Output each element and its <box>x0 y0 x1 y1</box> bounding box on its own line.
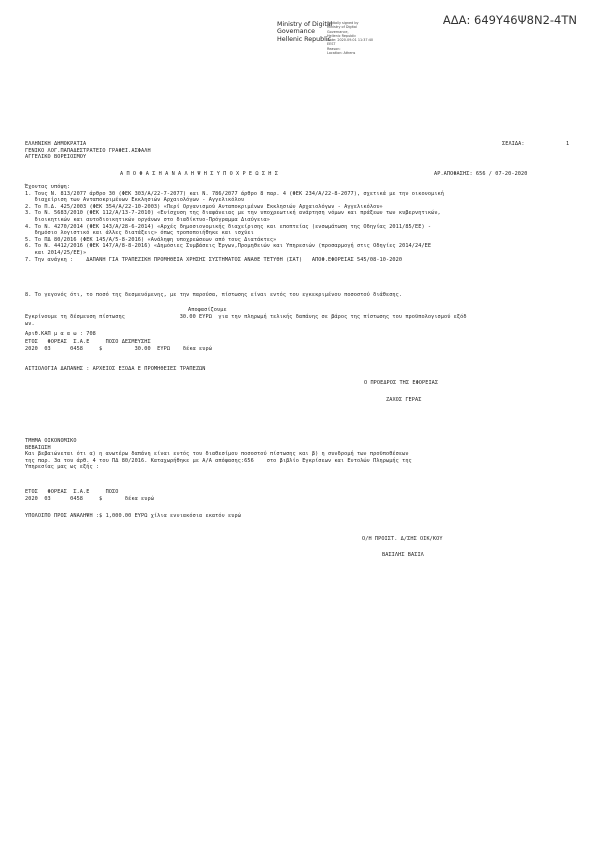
department-line: ΤΜΗΜΑ ΟΙΚΟΝΟΜΙΚΟ <box>25 438 77 444</box>
expense-justification: ΑΙΤΙΟΛΟΓΙΑ ΔΑΠΑΝΗΣ : ΑΡΧΕΙΟΣ ΕΞΟΔΑ Ε ΠΡΟΜΗΘΕΙΕΣ ΤΡΑΠΕΖΩΝ <box>25 366 206 372</box>
finance-signer-role: Ο/Η ΠΡΟΙΣΤ. Δ/ΣΗΣ ΟΙΚ/ΚΟΥ <box>362 536 443 542</box>
table-row: 2020 03 0458 $ 30.00 ΕΥΡΩ δέκα ευρώ <box>25 345 212 352</box>
seal-detail: Date: 2020.09.01 11:37:40 <box>327 38 374 42</box>
consideration-line: 7. Την ανάγκη : ΔΑΠΑΝΗ ΓΙΑ ΤΡΑΠΕΖΙΚΗ ΠΡΟΜΗΘΕΙΑ ΧΡΗΣΗΣ ΣΥΣΤΗΜΑΤΟΣ ΑΝΑΘΕ ΤΕΤΥΘΗ (ΣΑΤ) ΑΠΟΦ.ΕΦΟΡΕΙΑΣ 545/08-10-2020 <box>25 256 403 263</box>
consideration-line: διαχείριση των Ανταποκριμένων Εκκλησιών Αρχαιολόγων - Αγγελικόλου <box>25 197 245 204</box>
signer-name: ΖΑΧΟΣ ΓΕΡΑΣ <box>386 397 422 403</box>
org-line: ΕΛΛΗΝΙΚΗ ΔΗΜΟΚΡΑΤΙΑ <box>25 141 87 147</box>
seal-detail: EEST <box>327 42 336 47</box>
approval-line: ων. <box>25 320 35 327</box>
page-number: 1 <box>566 141 570 147</box>
consideration-line: 2. Το Π.Δ. 425/2003 (ΦΕΚ 354/Α/22-10-2003) «Περί Οργανισμού Ανταποκριμένων Εκκλησιών Αρχαιολόγων - Αγγελικόλου» <box>25 203 383 210</box>
certification-line: Και βεβαιώνεται ότι α) η ανωτέρω δαπάνη είναι εντός του διαθεσίμου ποσοστού πίστωσης και β) η συνδρομή των προϋποθέσεων <box>25 451 409 458</box>
ada-code: ΑΔΑ: 649Υ46Ψ8Ν2-4ΤΝ <box>442 13 577 27</box>
seal-line: Hellenic Republic <box>277 35 332 43</box>
registration-table <box>25 489 154 502</box>
consideration-line: 1. Τους Ν. 813/2077 άρθρο 30 (ΦΕΚ 303/Α/22-7-2077) και Ν. 786/2077 άρθρο 8 παρ. 4 (ΦΕΚ 234/Α/22-8-2077), σχετικά με την οικονομική <box>25 190 445 197</box>
org-header <box>25 141 151 161</box>
certification-line: της παρ. 3α του άρθ. 4 του ΠΔ 80/2016. Καταχωρήθηκε με Α/Α απόφασης:656 στο βιβλίο Εγκρίσεων και Εντολών Πληρωμής της <box>25 457 412 464</box>
commitment-table <box>25 339 212 352</box>
approval-text <box>25 314 467 327</box>
org-line: ΓΕΝΙΚΟ ΛΟΓ.ΠΑΠΑΔΕΣΤΡΑΤΕΙΟ ΓΡΑΦΕΙ.ΑΣΦΑΛΗ <box>25 147 151 154</box>
seal-detail: Digitally signed by <box>327 21 359 25</box>
signature-details <box>327 21 373 55</box>
seal-detail: Governance, <box>327 29 349 34</box>
consideration-line: διοικητικών και αυτοδιοικητικών οργάνων στο διαδίκτυο-Πρόγραμμα Διαύγεια» <box>25 216 270 223</box>
seal-detail: Reason: <box>327 46 341 51</box>
page-label: ΣΕΛΙΔΑ: <box>502 141 525 147</box>
intro-text: Έχοντας υπόψη: <box>25 184 71 190</box>
org-line: ΑΓΓΕΛΙΚΟ ΒΟΡΕΙΟΣΜΟΥ <box>25 154 87 161</box>
seal-line: Governance <box>277 28 315 36</box>
signature-seal <box>277 21 333 43</box>
entry-number: Αριθ.ΚΑΠ μ α α ω : 708 <box>25 331 96 337</box>
signer-role: Ο ΠΡΟΕΔΡΟΣ ΤΗΣ ΕΦΟΡΕΙΑΣ <box>364 380 439 386</box>
consideration-line: 6. Το Ν. 4412/2016 (ΦΕΚ 147/Α/8-8-2016) «Δημόσιες Συμβάσεις Έργων,Προμηθειών και Υπηρεσιών (προσαρμογή στις Οδηγίες 2014/24/ΕΕ <box>25 243 432 250</box>
seal-line: Ministry of Digital <box>277 21 333 28</box>
item-8: 8. Το γεγονός ότι, το ποσό της δεσμευόμενης, με την παρούσα, πίστωσης είναι εντός του εγκεκριμένου ποσοστού διάθεσης. <box>25 292 403 298</box>
finance-section <box>25 438 412 471</box>
approval-line: Εγκρίνουμε τη δέσμευση πίστωσης 30.00 ΕΥΡΩ για την πληρωμή τελικής δαπάνης σε βάρος της πίστωσης του προϋπολογισμού εξόδ <box>25 314 467 320</box>
seal-detail: Hellenic Republic <box>327 33 357 38</box>
consideration-line: 3. Το Ν. 5683/2010 (ΦΕΚ 112/Α/13-7-2010) «Ενίσχυση της διαφάνειας με την υποχρεωτική ανάρτηση νόμων και πράξεων των κυβερνητικών, <box>25 210 441 217</box>
seal-detail: Location: Athens <box>327 50 356 55</box>
finance-signer-name: ΒΑΣΙΛΗΣ ΒΑΣΙΛ <box>382 552 424 558</box>
consideration-line: 4. Το Ν. 4270/2014 (ΦΕΚ 143/Α/28-6-2014) «Αρχές δημοσιονομικής διαχείρισης και εποπτείας (ενσωμάτωση της Οδηγίας 2011/85/ΕΕ) - <box>25 223 432 230</box>
certification-line: Υπηρεσίας μας ως εξής : <box>25 464 100 471</box>
table-header: ΕΤΟΣ ΦΟΡΕΑΣ Σ.Α.Ε ΠΟΣΟ <box>25 489 119 495</box>
consideration-line: 5. Το ΠΔ 80/2016 (ΦΕΚ 145/Α/5-8-2016) «Ανάληψη υποχρεώσεων από τους Διατάκτες» <box>25 236 277 243</box>
remaining-balance: ΥΠΟΛΟΙΠΟ ΠΡΟΣ ΑΝΑΛΗΨΗ :$ 1,000.00 ΕΥΡΩ χίλια εννιακόσια εκατόν ευρώ <box>25 513 241 519</box>
document-title: Α Π Ο Φ Α Σ Η Α Ν Α Λ Η Ψ Η Σ Υ Π Ο Χ Ρ Ε Ω Σ Η Σ <box>120 171 278 177</box>
seal-detail: Ministry of Digital <box>327 25 357 30</box>
table-row: 2020 03 0458 $ δέκα ευρώ <box>25 495 154 502</box>
table-header: ΕΤΟΣ ΦΟΡΕΑΣ Σ.Α.Ε ΠΟΣΟ ΔΕΣΜΕΥΣΗΣ <box>25 339 151 345</box>
decision-reference: ΑΡ.ΑΠΟΦΑΣΗΣ: 656 / 07-20-2020 <box>434 171 528 177</box>
consideration-line: δημόσιο λογιστικό και άλλες διατάξεις» όπως τροποποιήθηκε και ισχύει <box>25 230 254 237</box>
department-line: ΒΕΒΑΙΩΣΗ <box>25 444 51 451</box>
consideration-line: και 2014/25/ΕΕ)» <box>25 249 87 256</box>
considerations <box>25 184 444 263</box>
decision-heading: Αποφασίζουμε <box>188 307 227 313</box>
